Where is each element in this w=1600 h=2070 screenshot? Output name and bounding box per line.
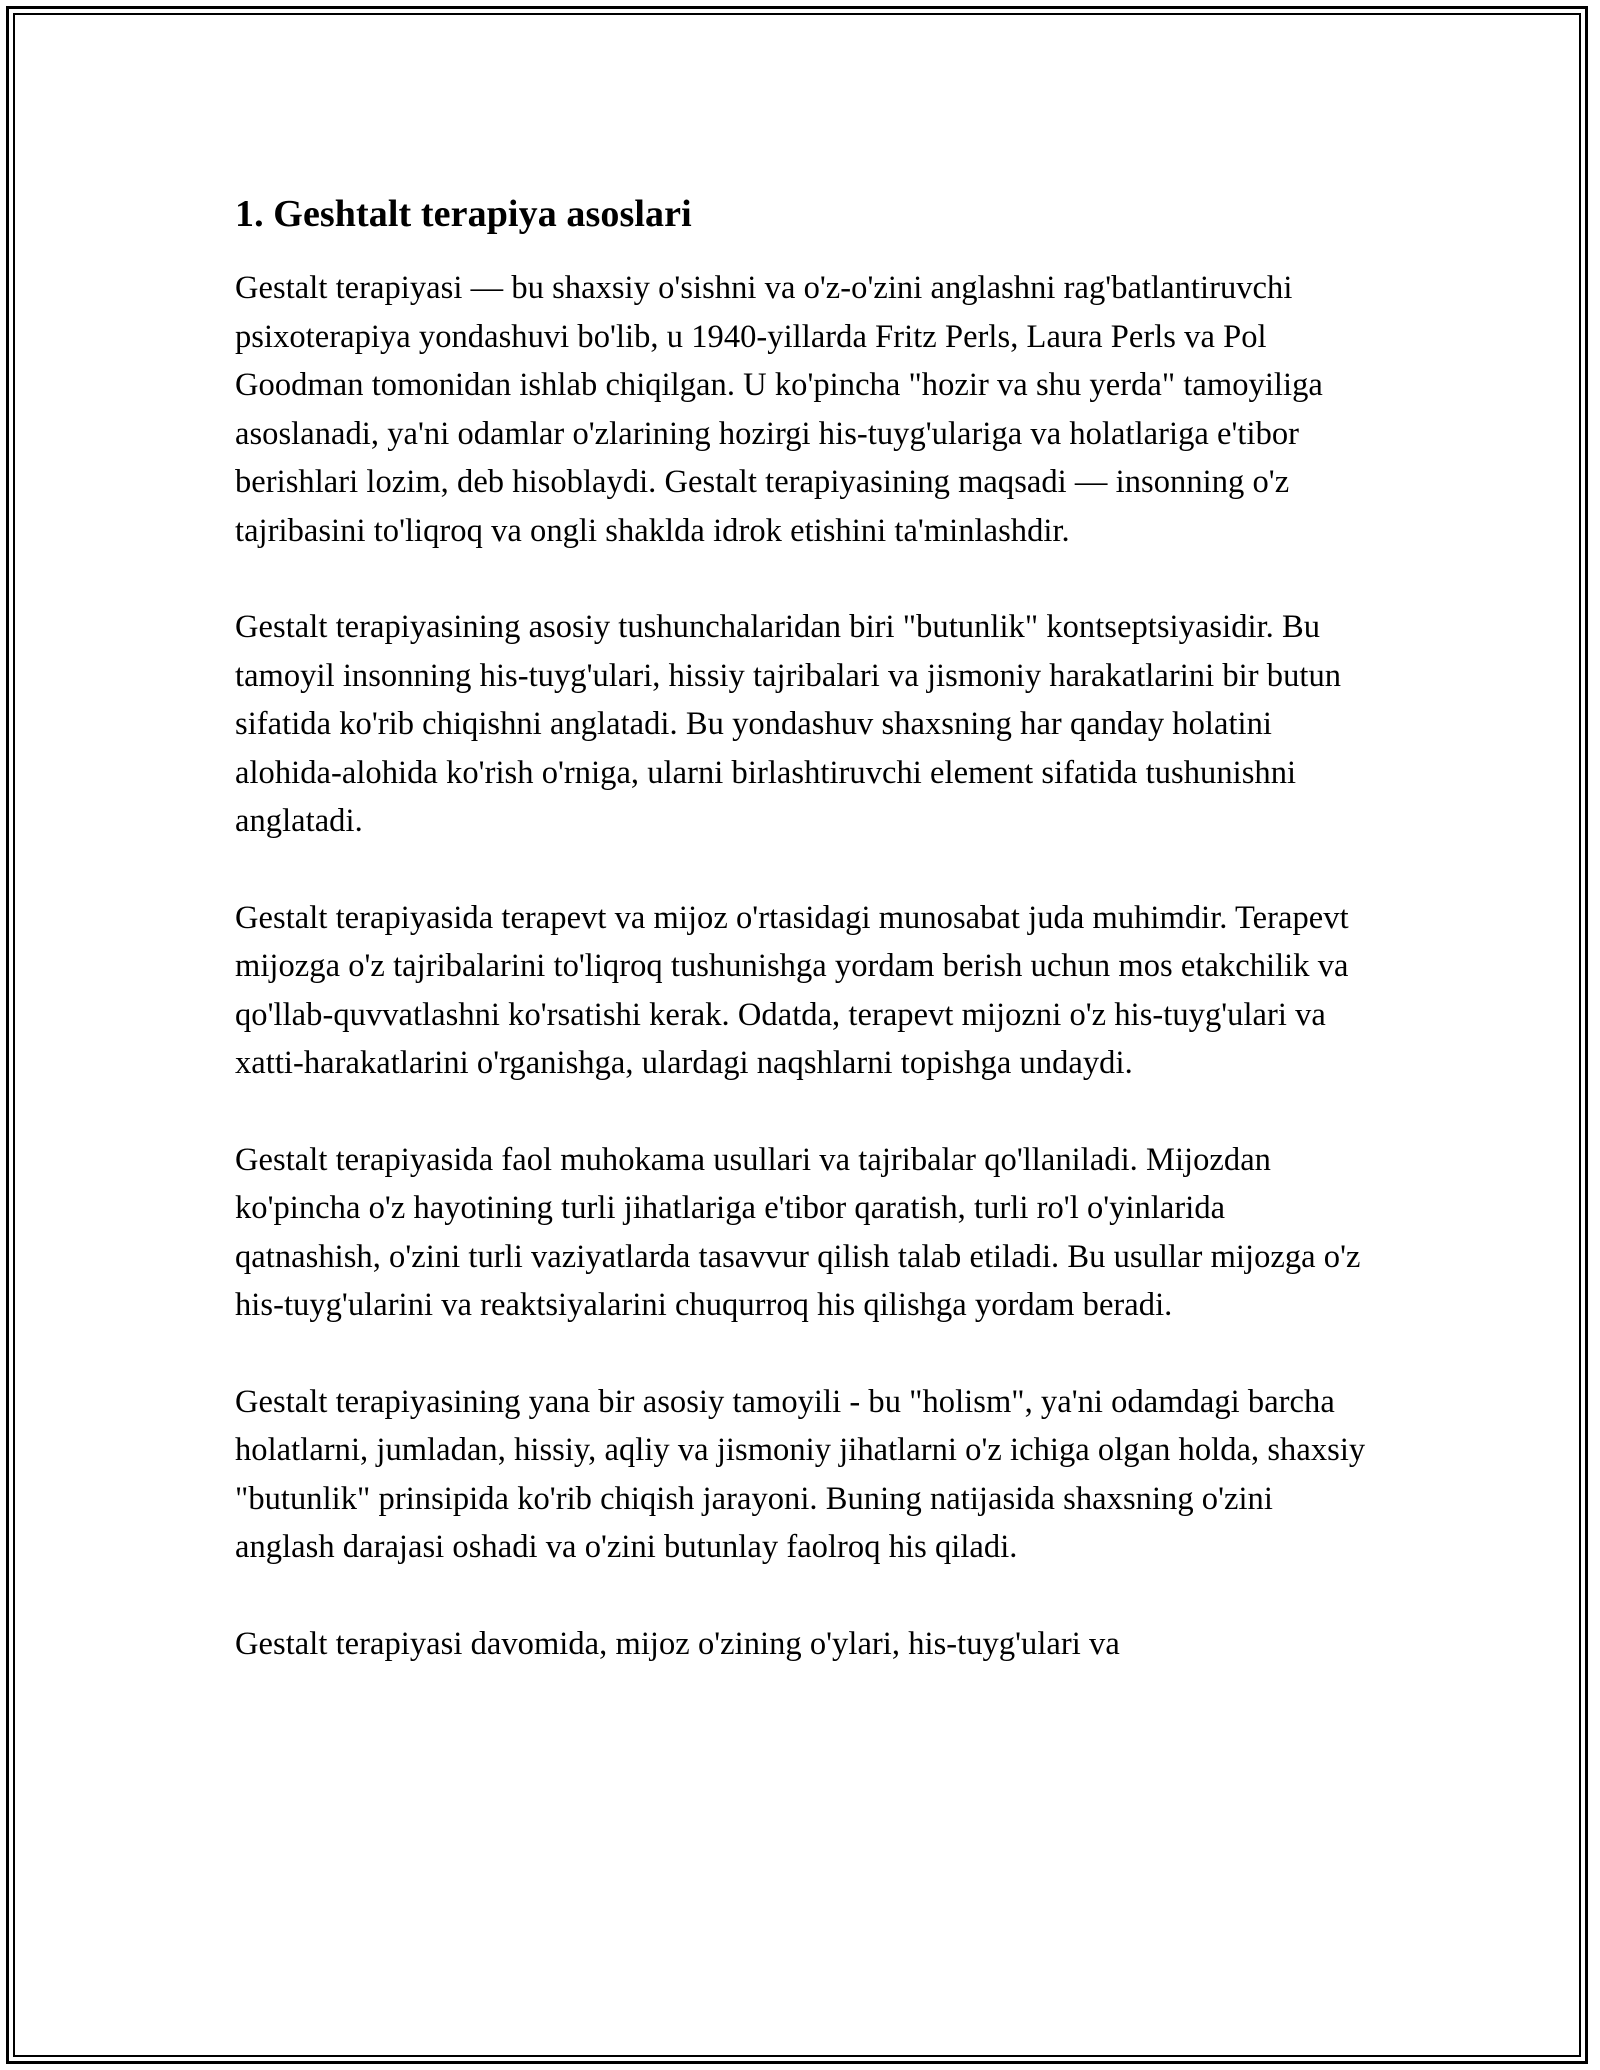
paragraph-2: Gestalt terapiyasining asosiy tushunchalaridan biri "butunlik" kontseptsiyasidir. Bu tamoyil insonning his-tuyg'ulari, hissiy tajribalari va jismoniy harakatlarini bir butun sifatida ko'rib chiqishni anglatadi. Bu yondashuv shaxsning har qanday holatini alohida-alohida ko'rish o'rniga, ularni birlashtiruvchi element sifatida tushunishni anglatadi. (235, 609, 1342, 839)
paragraph-5: Gestalt terapiyasining yana bir asosiy tamoyili - bu "holism", ya'ni odamdagi barcha holatlarni, jumladan, hissiy, aqliy va jismoniy jihatlarni o'z ichiga olgan holda, shaxsiy "butunlik" prinsipida ko'rib chiqish jarayoni. Buning natijasida shaxsning o'zini anglash darajasi oshadi va o'zini butunlay faolroq his qiladi. (235, 1383, 1366, 1565)
document-body (235, 186, 1370, 1716)
paragraph-3: Gestalt terapiyasida terapevt va mijoz o'rtasidagi munosabat juda muhimdir. Terapevt mijozga o'z tajribalarini to'liqroq tushunishga yordam berish uchun mos etakchilik va qo'llab-quvvatlashni ko'rsatishi kerak. Odatda, terapevt mijozni o'z his-tuyg'ulari va xatti-harakatlarini o'rganishga, ulardagi naqshlarni topishga undaydi. (235, 899, 1349, 1081)
page-title: 1. Geshtalt terapiya asoslari (235, 193, 692, 235)
paragraph-1: Gestalt terapiyasi — bu shaxsiy o'sishni va o'z-o'zini anglashni rag'batlantiruvchi psixoterapiya yondashuvi bo'lib, u 1940-yillarda Fritz Perls, Laura Perls va Pol Goodman tomonidan ishlab chiqilgan. U ko'pincha "hozir va shu yerda" tamoyiliga asoslanadi, ya'ni odamlar o'zlarining hozirgi his-tuyg'ulariga va holatlariga e'tibor berishlari lozim, deb hisoblaydi. Gestalt terapiyasining maqsadi — insonning o'z tajribasini to'liqroq va ongli shaklda idrok etishini ta'minlashdir. (235, 270, 1323, 549)
paragraph-4: Gestalt terapiyasida faol muhokama usullari va tajribalar qo'llaniladi. Mijozdan ko'pincha o'z hayotining turli jihatlariga e'tibor qaratish, turli ro'l o'yinlarida qatnashish, o'zini turli vaziyatlarda tasavvur qilish talab etiladi. Bu usullar mijozga o'z his-tuyg'ularini va reaktsiyalarini chuqurroq his qilishga yordam beradi. (235, 1141, 1361, 1323)
paragraph-6: Gestalt terapiyasi davomida, mijoz o'zining o'ylari, his-tuyg'ulari va (235, 1625, 1120, 1662)
